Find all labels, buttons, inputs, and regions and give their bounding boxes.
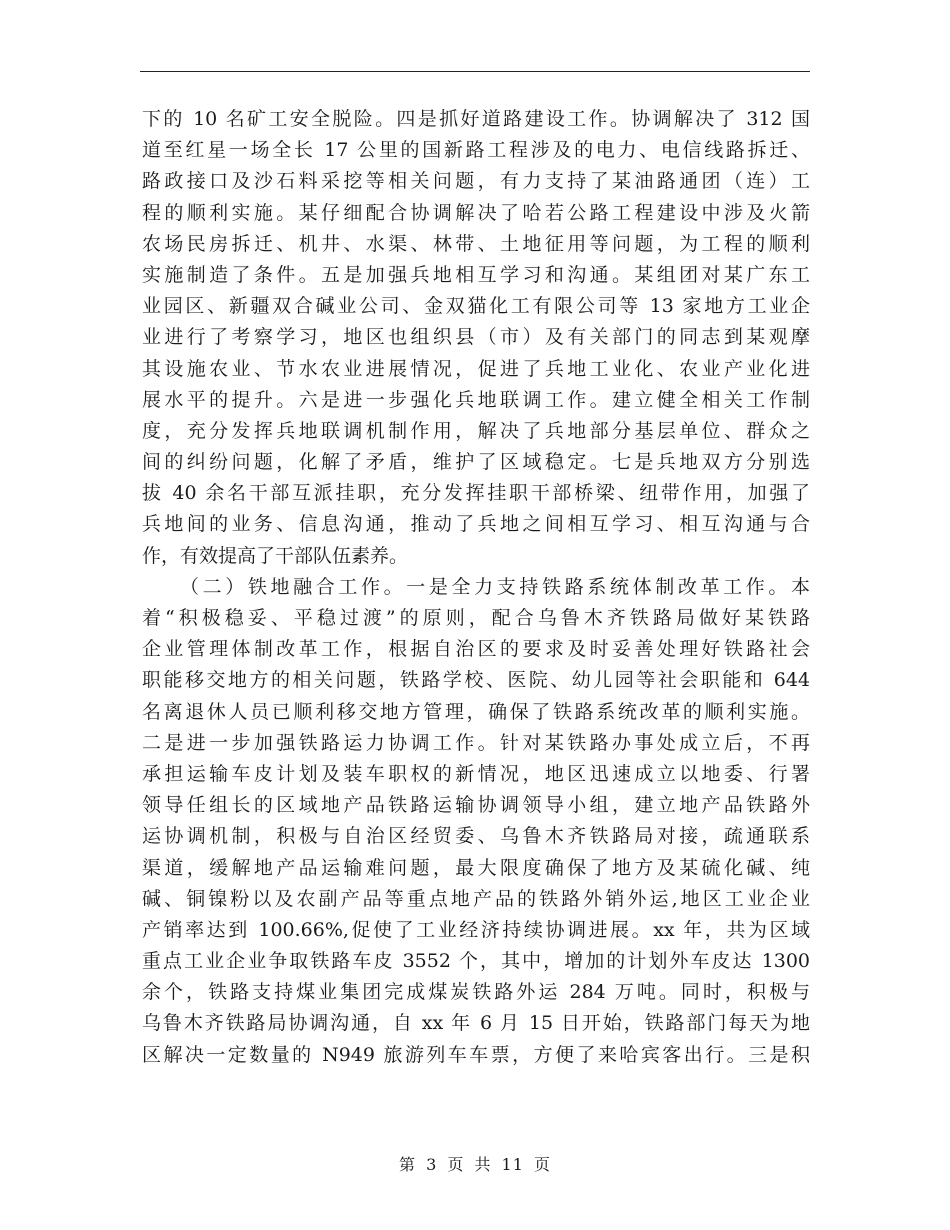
text-line: 承担运输车皮计划及装车职权的新情况，地区迅速成立以地委、行署 <box>142 762 810 785</box>
text-line: 业园区、新疆双合碱业公司、金双猫化工有限公司等 13 家地方工业企 <box>142 295 810 318</box>
text-line: 实施制造了条件。五是加强兵地相互学习和沟通。某组团对某广东工 <box>142 263 810 286</box>
text-line: 职能移交地方的相关问题，铁路学校、医院、幼儿园等社会职能和 644 <box>142 669 810 692</box>
text-line: 路政接口及沙石料采挖等相关问题，有力支持了某油路通团（连）工 <box>142 170 810 193</box>
text-line: 间的纠纷问题，化解了矛盾，维护了区域稳定。七是兵地双方分别选 <box>142 451 810 474</box>
text-line: 拔 40 余名干部互派挂职，充分发挥挂职干部桥梁、纽带作用，加强了 <box>142 482 810 505</box>
text-line: 产销率达到 100.66%,促使了工业经济持续协调进展。xx 年，共为区域 <box>142 918 810 941</box>
text-line: 下的 10 名矿工安全脱险。四是抓好道路建设工作。协调解决了 312 国 <box>142 108 810 130</box>
text-line: 程的顺利实施。某仔细配合协调解决了哈若公路工程建设中涉及火箭 <box>142 201 810 224</box>
text-line: 余个，铁路支持煤业集团完成煤炭铁路外运 284 万吨。同时，积极与 <box>142 981 810 1004</box>
text-line: 企业管理体制改革工作，根据自治区的要求及时妥善处理好铁路社会 <box>142 638 810 661</box>
text-line: 碱、铜镍粉以及农副产品等重点地产品的铁路外销外运,地区工业企业 <box>142 887 810 910</box>
text-line: 道至红星一场全长 17 公里的国新路工程涉及的电力、电信线路拆迁、 <box>142 139 810 162</box>
text-line: 区解决一定数量的 N949 旅游列车车票，方便了来哈宾客出行。三是积 <box>142 1043 810 1066</box>
page-number-footer: 第 3 页 共 11 页 <box>399 1155 551 1174</box>
text-line: 度，充分发挥兵地联调机制作用，解决了兵地部分基层单位、群众之 <box>142 419 810 442</box>
text-line: 着“积极稳妥、平稳过渡”的原则，配合乌鲁木齐铁路局做好某铁路 <box>142 607 810 629</box>
text-line: 乌鲁木齐铁路局协调沟通，自 xx 年 6 月 15 日开始，铁路部门每天为地 <box>142 1012 810 1035</box>
text-line: 领导任组长的区域地产品铁路运输协调领导小组，建立地产品铁路外 <box>142 794 810 817</box>
text-line: （二）铁地融合工作。一是全力支持铁路系统体制改革工作。本 <box>180 575 810 598</box>
text-line: 业进行了考察学习，地区也组织县（市）及有关部门的同志到某观摩 <box>142 326 810 349</box>
header-rule <box>140 71 810 72</box>
text-line: 农场民房拆迁、机井、水渠、林带、土地征用等问题，为工程的顺利 <box>142 232 810 255</box>
text-line: 其设施农业、节水农业进展情况，促进了兵地工业化、农业产业化进 <box>142 357 810 380</box>
text-line: 作，有效提高了干部队伍素养。 <box>142 544 409 567</box>
text-line: 运协调机制，积极与自治区经贸委、乌鲁木齐铁路局对接，疏通联系 <box>142 825 810 848</box>
text-line: 兵地间的业务、信息沟通，推动了兵地之间相互学习、相互沟通与合 <box>142 513 810 536</box>
document-body <box>142 104 810 1071</box>
text-line: 渠道，缓解地产品运输难问题，最大限度确保了地方及某硫化碱、纯 <box>142 856 810 879</box>
text-line: 展水平的提升。六是进一步强化兵地联调工作。建立健全相关工作制 <box>142 388 810 411</box>
text-line: 二是进一步加强铁路运力协调工作。针对某铁路办事处成立后，不再 <box>142 731 810 754</box>
text-line: 重点工业企业争取铁路车皮 3552 个，其中，增加的计划外车皮达 1300 <box>142 950 810 973</box>
text-line: 名离退休人员已顺利移交地方管理，确保了铁路系统改革的顺利实施。 <box>142 700 810 723</box>
